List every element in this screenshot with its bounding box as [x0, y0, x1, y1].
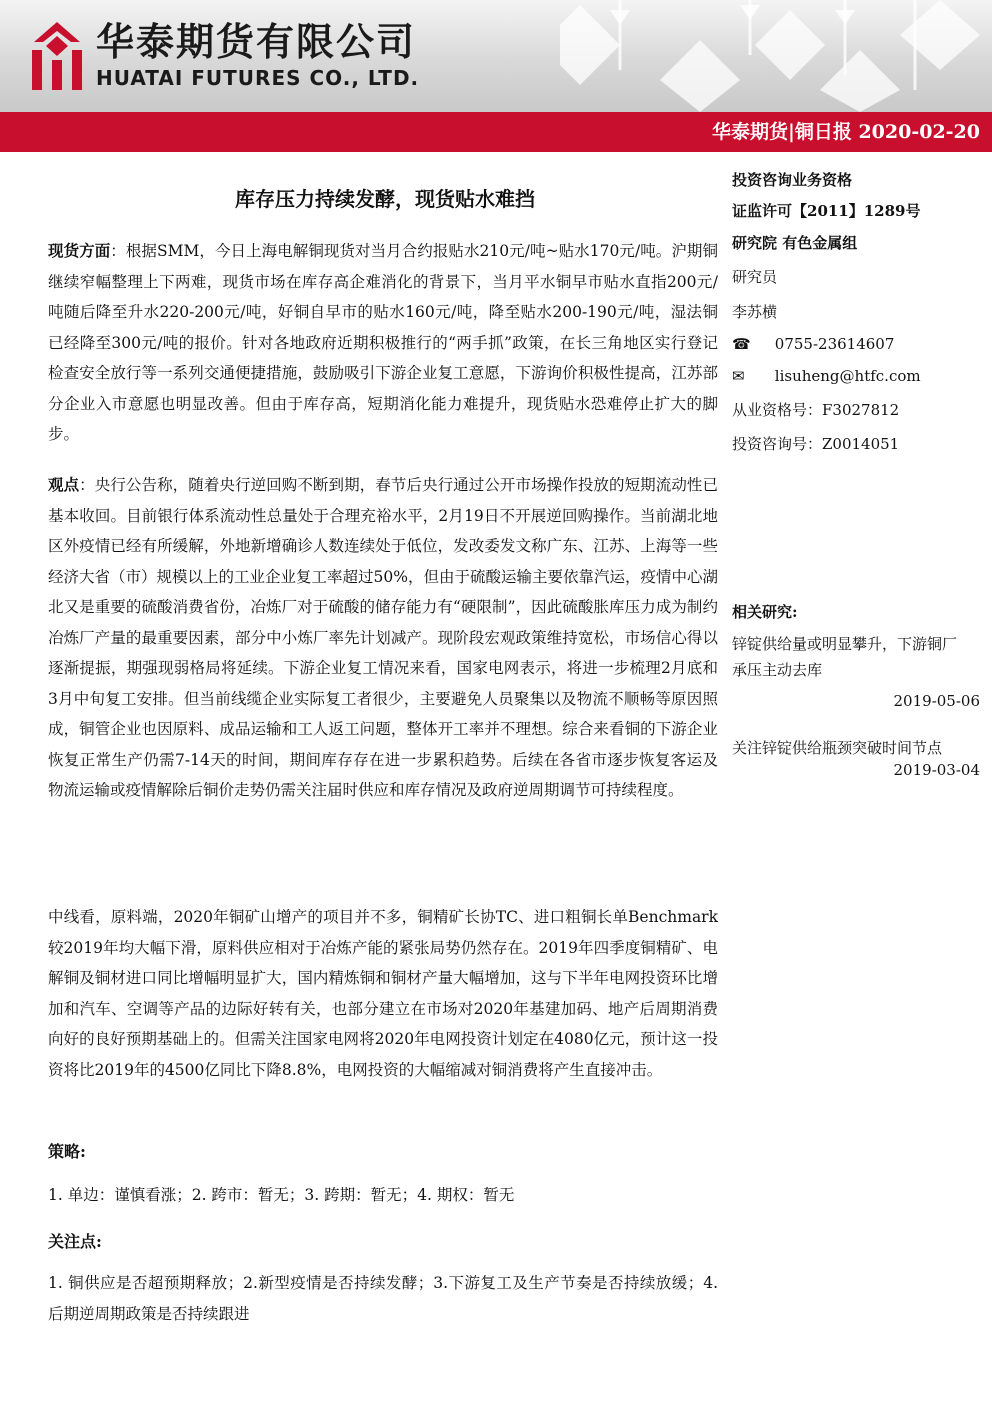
related-item-1-date: 2019-05-06: [893, 692, 980, 710]
report-banner: [0, 112, 992, 152]
envelope-icon: ✉: [732, 367, 745, 385]
email-link[interactable]: lisuheng@htfc.com: [774, 367, 921, 385]
phone-number: 0755-23614607: [774, 335, 895, 353]
related-item-1-title[interactable]: 锌锭供给量或明显攀升，下游铜厂: [732, 635, 958, 653]
cert-number: 从业资格号：F3027812: [732, 401, 900, 419]
institute-name: 研究院 有色金属组: [732, 234, 858, 252]
view-text: ：央行公告称，随着央行逆回购不断到期，春节后央行通过公开市场操作投放的短期流动性已基本收回。目前银行体系流动性总量处于合理充裕水平，2月19日不开展逆回购操作。当前湖北地区外疫情已经有所缓解，外地新增确诊人数连续处于低位，发改委发文称广东、江苏、上海等一些经济大省（市）规模以上的工业企业复工率超过50%，但由于硫酸运输主要依靠汽运，疫情中心湖北又是重要的硫酸消费省份，冶炼厂对于硫酸的储存能力有“硬限制”，因此硫酸胀库压力成为制约冶炼厂产量的最重要因素，部分中小炼厂率先计划减产。现阶段宏观政策维持宽松，市场信心得以逐渐提振，期强现弱格局将延续。下游企业复工情况来看，国家电网表示，将进一步梳理2月底和3月中旬复工安排。但当前线缆企业实际复工者很少，主要避免人员聚集以及物流不顺畅等原因照成，铜管企业也因原料、成品运输和工人返工问题，整体开工率并不理想。综合来看铜的下游企业恢复正常生产仍需7-14天的时间，期间库存存在进一步累积趋势。后续在各省市逐步恢复客运及物流运输或疫情解除后铜价走势仍需关注届时供应和库存情况及政府逆周期调节可持续程度。: [48, 476, 718, 799]
company-name-cn: 华泰期货有限公司: [96, 20, 417, 64]
related-research-heading: 相关研究:: [732, 603, 798, 621]
spot-label: 现货方面: [48, 241, 111, 260]
strategy-heading: 策略:: [48, 1142, 86, 1161]
email-row: [732, 364, 921, 388]
view-label: 观点: [48, 475, 80, 494]
focus-heading: 关注点:: [48, 1232, 102, 1251]
related-item-2-title[interactable]: 关注锌锭供给瓶颈突破时间节点: [732, 739, 943, 757]
license-number: 证监许可【2011】1289号: [732, 202, 921, 220]
analyst-role: 研究员: [732, 268, 778, 286]
company-name-en: HUATAI FUTURES CO., LTD.: [96, 66, 420, 90]
consult-number: 投资咨询号：Z0014051: [732, 435, 900, 453]
strategy-text: 1. 单边：谨慎看涨；2. 跨市：暂无；3. 跨期：暂无；4. 期权：暂无: [48, 1186, 515, 1204]
analyst-name: 李苏横: [732, 303, 778, 321]
banner-text: 华泰期货|铜日报 2020-02-20: [711, 121, 980, 143]
view-paragraph: [48, 470, 718, 806]
midterm-paragraph: 中线看，原料端，2020年铜矿山增产的项目并不多，铜精矿长协TC、进口粗铜长单Benchmark较2019年均大幅下滑，原料供应相对于冶炼产能的紧张局势仍然存在。2019年四季度铜精矿、电解铜及铜材进口同比增幅明显扩大，国内精炼铜和铜材产量大幅增加，这与下半年电网投资环比增加和汽车、空调等产品的边际好转有关，也部分建立在市场对2020年基建加码、地产后周期消费向好的良好预期基础上的。但需关注国家电网将2020年电网投资计划定在4080亿元，预计这一投资将比2019年的4500亿同比下降8.8%，电网投资的大幅缩减对铜消费将产生直接冲击。: [48, 908, 718, 1079]
huatai-logo-icon: [28, 22, 86, 90]
related-item-2-date: 2019-03-04: [893, 761, 980, 779]
phone-icon: ☎: [732, 335, 751, 353]
phone-row: [732, 332, 894, 356]
spot-text: ：根据SMM，今日上海电解铜现货对当月合约报贴水210元/吨~贴水170元/吨。沪期铜继续窄幅整理上下两难，现货市场在库存高企难消化的背景下，当月平水铜早市贴水直指200元/吨随后降至升水220-200元/吨，好铜自早市的贴水160元/吨，降至贴水200-190元/吨，湿法铜已经降至300元/吨的报价。针对各地政府近期积极推行的“两手抓”政策，在长三角地区实行登记检查安全放行等一系列交通便捷措施，鼓励吸引下游企业复工意愿，下游询价积极性提高，江苏部分企业入市意愿也明显改善。但由于库存高，短期消化能力难提升，现货贴水恐难停止扩大的脚步。: [48, 242, 718, 443]
qualification-title: 投资咨询业务资格: [732, 171, 853, 189]
header-decoration: [560, 0, 992, 112]
spot-paragraph: [48, 236, 718, 450]
focus-text: 1. 铜供应是否超预期释放；2.新型疫情是否持续发酵；3.下游复工及生产节奏是否持续放缓；4. 后期逆周期政策是否持续跟进: [48, 1274, 718, 1323]
related-item-1-title-cont[interactable]: 承压主动去库: [732, 661, 823, 679]
page-header: [0, 0, 992, 112]
report-title: 库存压力持续发酵，现货贴水难挡: [235, 187, 535, 211]
